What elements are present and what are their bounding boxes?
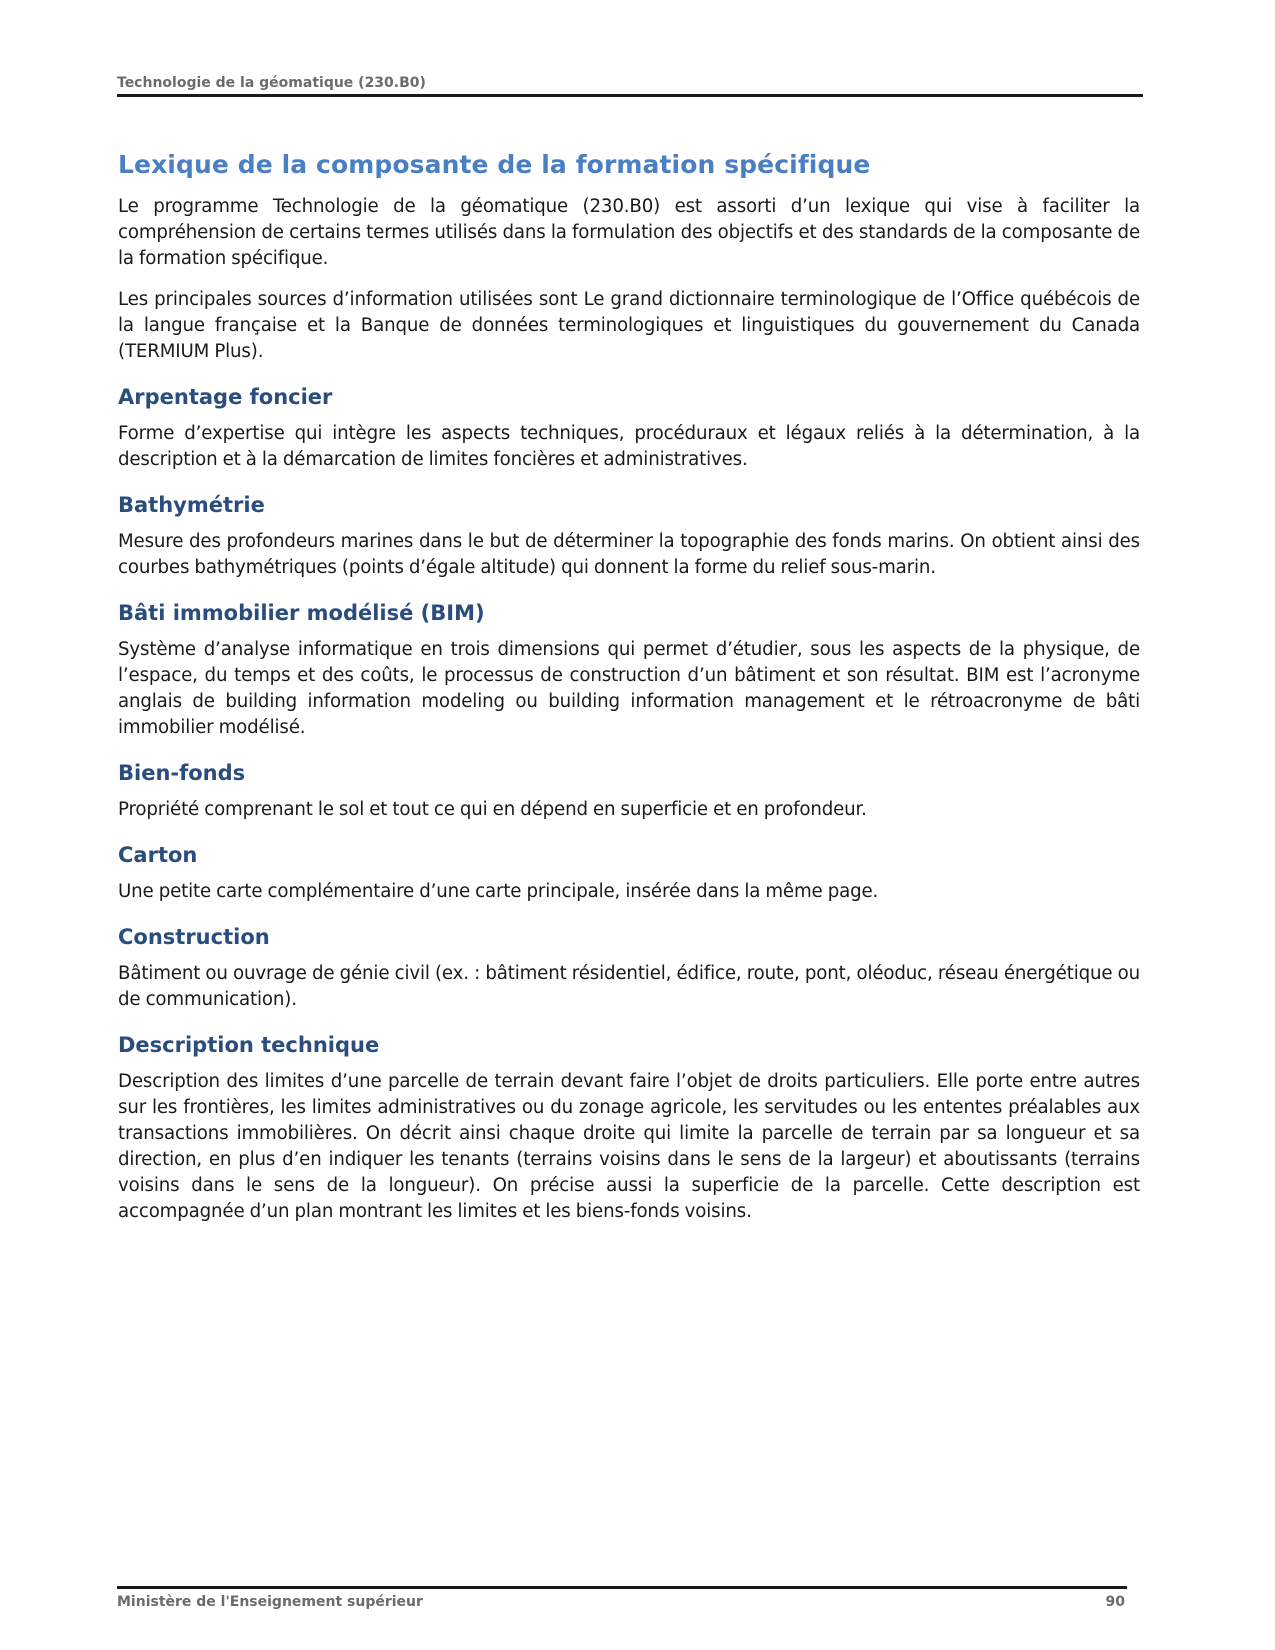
glossary-term: Bien-fonds bbox=[118, 761, 246, 785]
glossary-definition: Forme d’expertise qui intègre les aspects techniques, procéduraux et légaux reliés à la détermination, à la description et à la démarcation de limites foncières et administratives. bbox=[118, 423, 1140, 470]
glossary-entry bbox=[118, 923, 1140, 1013]
page-number: 90 bbox=[1105, 1594, 1125, 1610]
glossary-entry bbox=[118, 841, 1140, 905]
glossary-term: Bathymétrie bbox=[118, 493, 265, 517]
intro-paragraph: Le programme Technologie de la géomatique (230.B0) est assorti d’un lexique qui vise à faciliter la compréhension de certains termes utilisés dans la formulation des objectifs et des standards de la composante de la formation spécifique. bbox=[118, 196, 1140, 269]
glossary-entry bbox=[118, 759, 1140, 823]
glossary-entry bbox=[118, 1031, 1140, 1225]
glossary-definition: Propriété comprenant le sol et tout ce qui en dépend en superficie et en profondeur. bbox=[118, 799, 867, 820]
page-header bbox=[117, 74, 1143, 97]
page-title: Lexique de la composante de la formation spécifique bbox=[118, 150, 871, 179]
glossary-term: Construction bbox=[118, 925, 270, 949]
glossary-term: Bâti immobilier modélisé (BIM) bbox=[118, 601, 485, 625]
glossary-term: Carton bbox=[118, 843, 198, 867]
glossary-definition: Description des limites d’une parcelle de terrain devant faire l’objet de droits particuliers. Elle porte entre autres sur les frontières, les limites administratives ou du zonage agricole, les servitudes ou les ententes préalables aux transactions immobilières. On décrit ainsi chaque droite qui limite la parcelle de terrain par sa longueur et sa direction, en plus d’en indiquer les tenants (terrains voisins dans le sens de la largeur) et aboutissants (terrains voisins dans le sens de la longueur). On précise aussi la superficie de la parcelle. Cette description est accompagnée d’un plan montrant les limites et les biens-fonds voisins. bbox=[118, 1071, 1140, 1222]
glossary-entry bbox=[118, 599, 1140, 741]
header-title: Technologie de la géomatique (230.B0) bbox=[117, 75, 426, 91]
glossary-term: Arpentage foncier bbox=[118, 385, 333, 409]
footer-publisher: Ministère de l'Enseignement supérieur bbox=[117, 1594, 423, 1610]
glossary-definition: Bâtiment ou ouvrage de génie civil (ex. : bâtiment résidentiel, édifice, route, pont, oléoduc, réseau énergétique ou de communication). bbox=[118, 963, 1140, 1010]
glossary-definition: Une petite carte complémentaire d’une carte principale, insérée dans la même page. bbox=[118, 881, 879, 902]
intro-paragraph: Les principales sources d’information utilisées sont Le grand dictionnaire terminologique de l’Office québécois de la langue française et la Banque de données terminologiques et linguistiques du gouvernement du Canada (TERMIUM Plus). bbox=[118, 289, 1140, 362]
glossary-definition: Système d’analyse informatique en trois dimensions qui permet d’étudier, sous les aspects de la physique, de l’espace, du temps et des coûts, le processus de construction d’un bâtiment et son résultat. BIM est l’acronyme anglais de building information modeling ou building information management et le rétroacronyme de bâti immobilier modélisé. bbox=[118, 639, 1140, 738]
glossary-entry bbox=[118, 491, 1140, 581]
glossary-entry bbox=[118, 383, 1140, 473]
glossary-term: Description technique bbox=[118, 1033, 380, 1057]
page-footer bbox=[117, 1586, 1127, 1611]
main-content bbox=[118, 148, 1140, 1225]
glossary-definition: Mesure des profondeurs marines dans le but de déterminer la topographie des fonds marins. On obtient ainsi des courbes bathymétriques (points d’égale altitude) qui donnent la forme du relief sous-marin. bbox=[118, 531, 1140, 578]
